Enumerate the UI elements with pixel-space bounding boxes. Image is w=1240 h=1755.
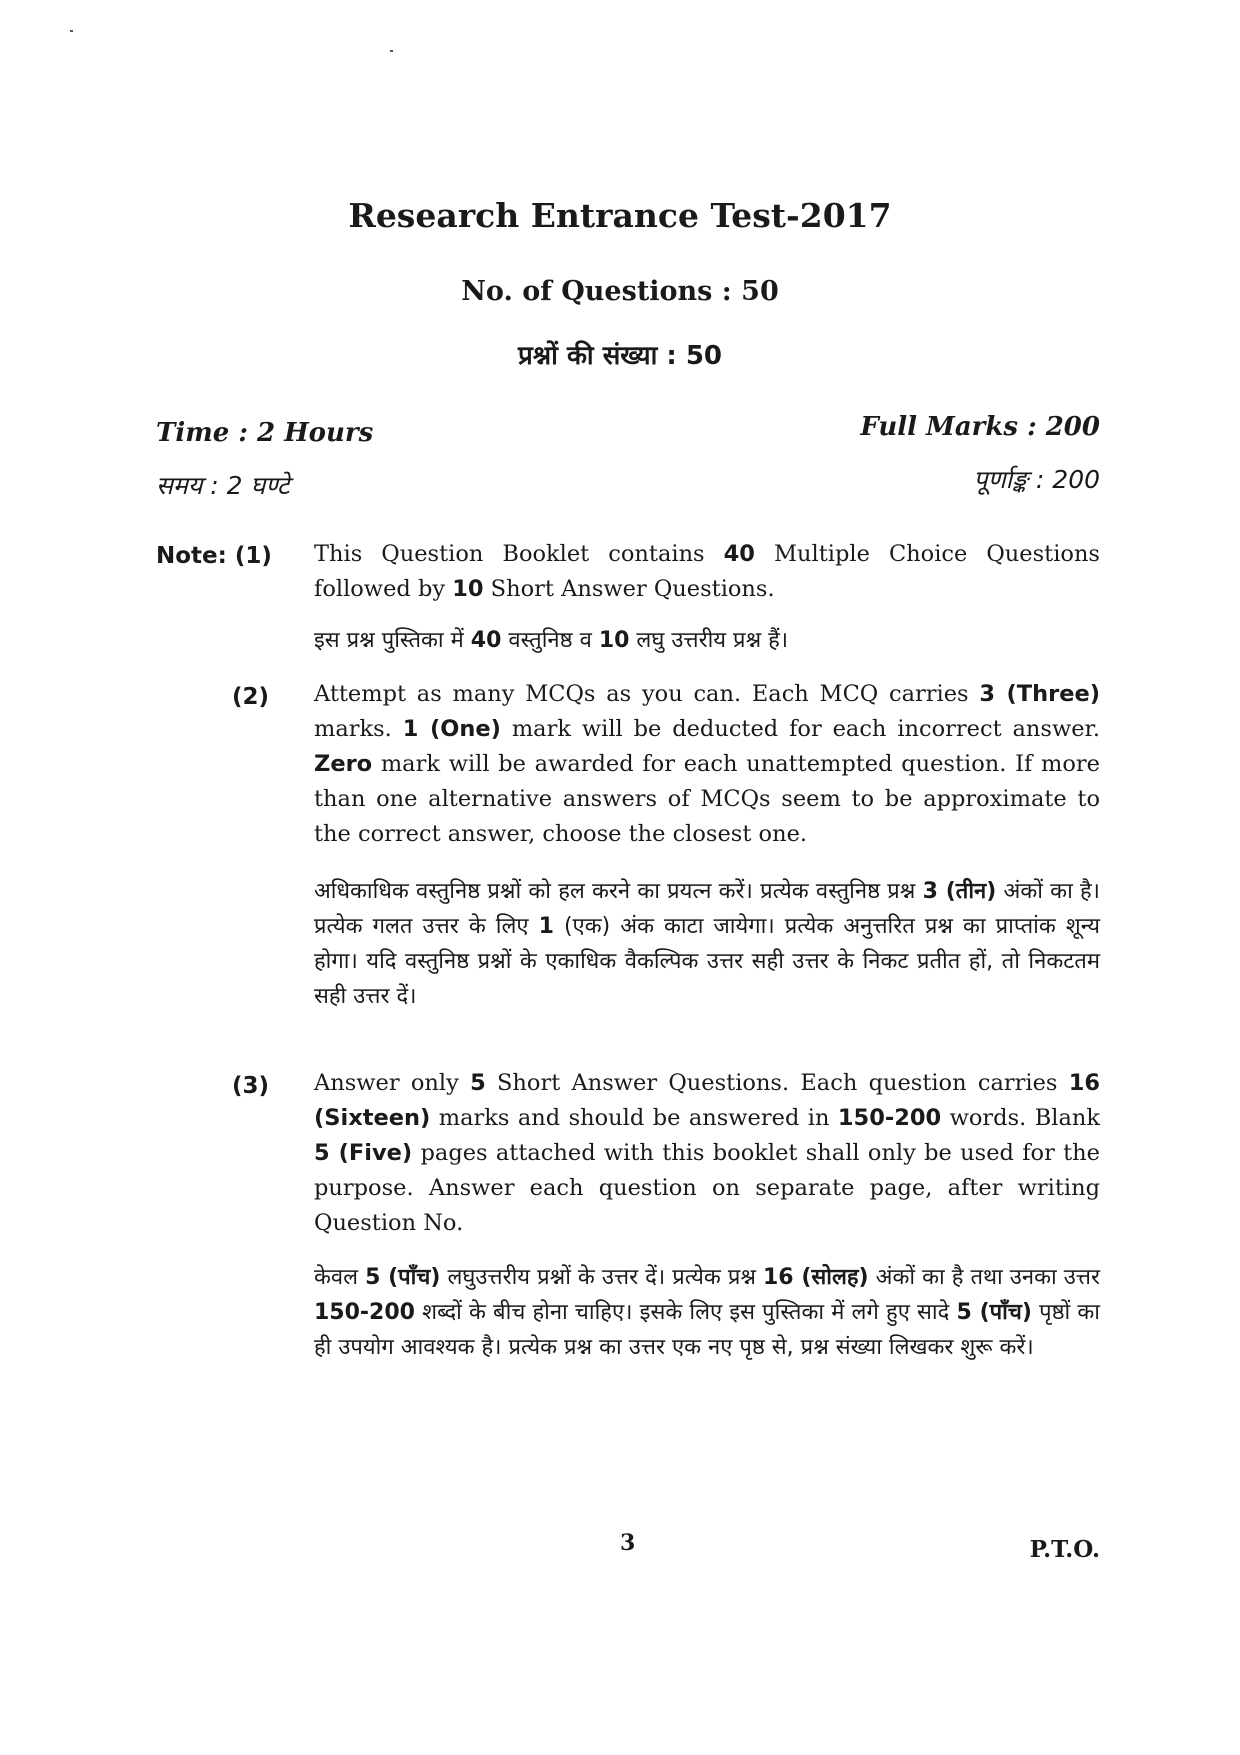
note-2-hi: अधिकाधिक वस्तुनिष्ठ प्रश्नों को हल करने का प्रयत्न करें। प्रत्येक वस्तुनिष्ठ प्रश्न 3 (तीन) अंकों का है। प्रत्येक गलत उत्तर के लिए 1 (एक) अंक काटा जायेगा। प्रत्येक अनुत्तरित प्रश्न का प्राप्तांक शून्य होगा। यदि वस्तुनिष्ठ प्रश्नों के एकाधिक वैकल्पिक उत्तर सही उत्तर के निकट प्रतीत हों, तो निकटतम सही उत्तर दें। (314, 879, 1101, 1009)
question-count-hi: प्रश्नों की संख्या : 50 (518, 341, 722, 371)
note-3-hi: केवल 5 (पाँच) लघुउत्तरीय प्रश्नों के उत्तर दें। प्रत्येक प्रश्न 16 (सोलह) अंकों का है तथा उनका उत्तर 150-200 शब्दों के बीच होना चाहिए। इसके लिए इस पुस्तिका में लगे हुए सादे 5 (पाँच) पृष्ठों का ही उपयोग आवश्यक है। प्रत्येक प्रश्न का उत्तर एक नए पृष्ठ से, प्रश्न संख्या लिखकर शुरू करें। (314, 1265, 1100, 1360)
question-count-en: No. of Questions : 50 (461, 276, 779, 307)
note-label: Note: (1) (156, 543, 272, 569)
page-title: Research Entrance Test-2017 (348, 196, 892, 235)
time-hi: समय : 2 घण्टे (156, 471, 290, 500)
note-2-en: Attempt as many MCQs as you can. Each MCQ carries 3 (Three) marks. 1 (One) mark will be deducted for each incorrect answer. Zero mark will be awarded for each unattempted question. If more than one alternative answers of MCQs seem to be approximate to the correct answer, choose the closest one. (314, 681, 1101, 847)
scan-speck (70, 30, 73, 32)
note-1-hi: इस प्रश्न पुस्तिका में 40 वस्तुनिष्ठ व 10 लघु उत्तरीय प्रश्न हैं। (314, 628, 789, 653)
note-2-number: (2) (232, 684, 270, 710)
note-1-en: This Question Booklet contains 40 Multiple Choice Questions followed by 10 Short Answer Questions. (314, 541, 1100, 602)
scan-speck (390, 50, 393, 52)
time-en: Time : 2 Hours (156, 418, 374, 448)
full-marks-hi: पूर्णाङ्क : 200 (973, 465, 1100, 494)
full-marks-en: Full Marks : 200 (860, 412, 1100, 442)
page-number: 3 (620, 1530, 636, 1556)
note-3-number: (3) (232, 1073, 270, 1099)
note-3-en: Answer only 5 Short Answer Questions. Each question carries 16 (Sixteen) marks and should be answered in 150-200 words. Blank 5 (Five) pages attached with this booklet shall only be used for the purpose. Answer each question on separate page, after writing Question No. (314, 1070, 1101, 1236)
pto-label: P.T.O. (1029, 1536, 1100, 1563)
